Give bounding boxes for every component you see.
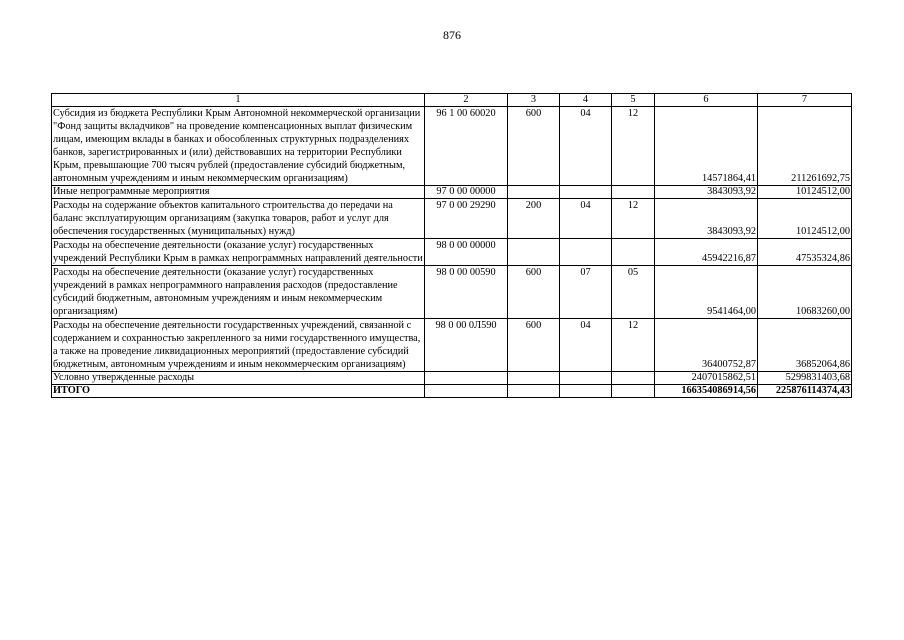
row-col5	[612, 186, 655, 199]
row-col3: 600	[508, 266, 560, 319]
row-col4: 04	[560, 199, 612, 239]
total-value-6: 166354086914,56	[655, 385, 758, 398]
row-code: 97 0 00 00000	[425, 186, 508, 199]
row-code: 98 0 00 00590	[425, 266, 508, 319]
table-row	[52, 186, 852, 199]
row-col4: 04	[560, 319, 612, 372]
row-value-7: 36852064,86	[758, 319, 852, 372]
row-value-6: 3843093,92	[655, 186, 758, 199]
row-value-7: 10124512,00	[758, 186, 852, 199]
header-cell: 1	[52, 94, 425, 107]
row-name: Расходы на обеспечение деятельности (оказание услуг) государственных учреждений в рамках непрограммного направления расходов (предоставление субсидий бюджетным, автономным учреждениям и иным некоммерческим организациям)	[52, 266, 425, 319]
header-cell: 6	[655, 94, 758, 107]
row-name: Субсидия из бюджета Республики Крым Автономной некоммерческой организации "Фонд защиты вкладчиков" на проведение компенсационных выплат физическим лицам, имеющим вклады в банках и обособленных структурных подразделениях банков, зарегистрированных и (или) действовавших на территории Республики Крым, превышающие 700 тысяч рублей (предоставление субсидий бюджетным, автономным учреждениям и иным некоммерческим организациям)	[52, 107, 425, 186]
row-col5	[612, 372, 655, 385]
header-cell: 4	[560, 94, 612, 107]
row-name: Расходы на содержание объектов капитального строительства до передачи на баланс эксплуатирующим организациям (закупка товаров, работ и услуг для обеспечения государственных (муниципальных) нужд)	[52, 199, 425, 239]
row-col3	[508, 239, 560, 266]
header-cell: 2	[425, 94, 508, 107]
row-name: Расходы на обеспечение деятельности (оказание услуг) государственных учреждений Республики Крым в рамках непрограммных направлений деятельности	[53, 240, 423, 264]
total-label: ИТОГО	[52, 385, 425, 398]
row-value-6: 3843093,92	[655, 199, 758, 239]
row-col3: 600	[508, 319, 560, 372]
table-row	[52, 107, 852, 186]
table-row	[52, 199, 852, 239]
row-col5: 12	[612, 319, 655, 372]
total-row	[52, 385, 852, 398]
row-value-6: 36400752,87	[655, 319, 758, 372]
row-col5: 12	[612, 107, 655, 186]
total-empty-cell	[612, 385, 655, 398]
row-name: Условно утвержденные расходы	[52, 372, 425, 385]
row-col3: 200	[508, 199, 560, 239]
row-col4	[560, 372, 612, 385]
row-value-7: 5299831403,68	[758, 372, 852, 385]
header-cell: 5	[612, 94, 655, 107]
row-col4: 07	[560, 266, 612, 319]
row-code: 97 0 00 29290	[425, 199, 508, 239]
table-row	[52, 266, 852, 319]
row-value-6: 45942216,87	[655, 239, 758, 266]
row-value-6: 9541464,00	[655, 266, 758, 319]
row-value-7: 211261692,75	[758, 107, 852, 186]
row-name: Иные непрограммные мероприятия	[52, 186, 425, 199]
row-code: 98 0 00 0Л590	[425, 319, 508, 372]
row-value-7: 47535324,86	[758, 239, 852, 266]
row-code: 98 0 00 00000	[425, 239, 508, 266]
row-col5: 05	[612, 266, 655, 319]
row-value-6: 14571864,41	[655, 107, 758, 186]
row-value-7: 10683260,00	[758, 266, 852, 319]
row-code	[425, 372, 508, 385]
row-value-6: 2407015862,51	[655, 372, 758, 385]
row-code: 96 1 00 60020	[425, 107, 508, 186]
budget-table	[51, 93, 852, 398]
table-row	[52, 239, 852, 266]
row-col3	[508, 186, 560, 199]
total-empty-cell	[425, 385, 508, 398]
total-value-7: 225876114374,43	[758, 385, 852, 398]
page-number: 876	[443, 28, 461, 42]
table-row	[52, 319, 852, 372]
table-header-row	[52, 94, 852, 107]
header-cell: 3	[508, 94, 560, 107]
row-col4	[560, 186, 612, 199]
table-row	[52, 372, 852, 385]
row-col3	[508, 372, 560, 385]
header-cell: 7	[758, 94, 852, 107]
row-name: Расходы на обеспечение деятельности государственных учреждений, связанной с содержанием и сохранностью закрепленного за ними государственного имущества, а также на проведение ликвидационных мероприятий (предоставление субсидий бюджетным, автономным учреждениям и иным некоммерческим организациям)	[52, 319, 425, 372]
row-col5	[612, 239, 655, 266]
row-col5: 12	[612, 199, 655, 239]
row-value-7: 10124512,00	[758, 199, 852, 239]
row-col3: 600	[508, 107, 560, 186]
total-empty-cell	[508, 385, 560, 398]
total-empty-cell	[560, 385, 612, 398]
row-col4: 04	[560, 107, 612, 186]
row-col4	[560, 239, 612, 266]
